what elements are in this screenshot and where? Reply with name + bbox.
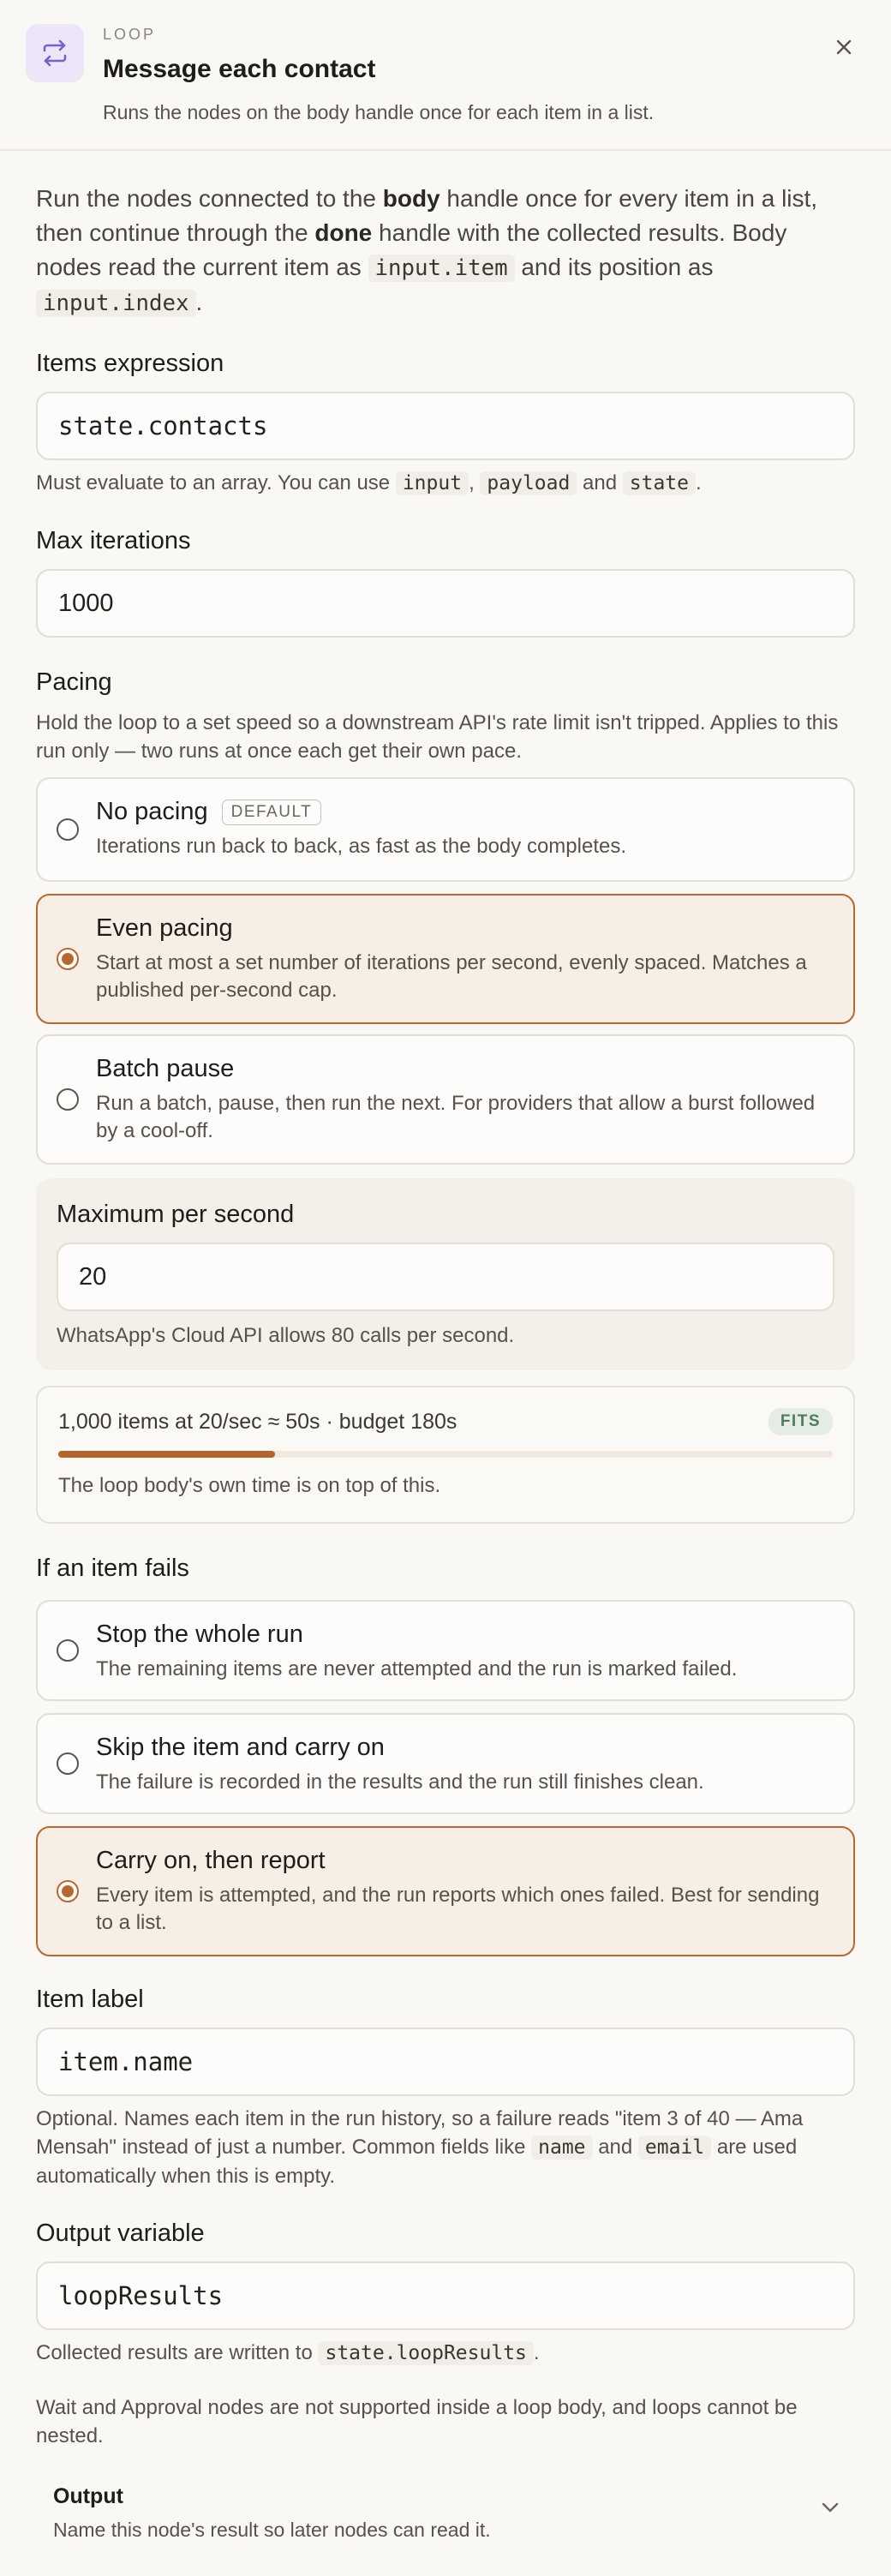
- item-label-help: Optional. Names each item in the run history, so a failure reads "item 3 of 40 — Ama Mensah" instead of just a number. Common fields like name and email are used automatically when this is empty.: [36, 2107, 804, 2188]
- panel-header: [0, 0, 891, 151]
- output-section-title: Output: [53, 2484, 123, 2508]
- item-label-input[interactable]: item.name: [36, 2028, 855, 2096]
- option-title: No pacing: [96, 798, 208, 825]
- option-title: Stop the whole run: [96, 1620, 303, 1648]
- items-expression-input[interactable]: state.contacts: [36, 392, 855, 460]
- pacing-option-batch[interactable]: [36, 1034, 855, 1165]
- option-title: Even pacing: [96, 914, 233, 942]
- option-description: Run a batch, pause, then run the next. For providers that allow a burst followed by a cool-off.: [96, 1092, 816, 1142]
- output-variable-label: Output variable: [36, 2220, 205, 2247]
- output-section-toggle[interactable]: [36, 2471, 855, 2556]
- max-iterations-label: Max iterations: [36, 527, 191, 554]
- max-per-second-input[interactable]: 20: [57, 1243, 834, 1311]
- radio-button[interactable]: [57, 948, 79, 970]
- estimate-note: The loop body's own time is on top of this.: [58, 1474, 441, 1497]
- intro-description: Run the nodes connected to the body handle once for every item in a list, then continue through the done handle with the collected results. Body nodes read the current item as input.item and its position as input.index .: [36, 185, 818, 316]
- loop-restrictions-note: Wait and Approval nodes are not supported inside a loop body, and loops cannot be nested.: [36, 2396, 798, 2447]
- node-title: Message each contact: [103, 55, 376, 83]
- close-icon[interactable]: [834, 38, 853, 57]
- pacing-estimate-card: [36, 1386, 855, 1524]
- max-per-second-panel: [36, 1178, 855, 1370]
- on-failure-label: If an item fails: [36, 1555, 189, 1582]
- failure-option-stop[interactable]: [36, 1600, 855, 1701]
- pacing-option-none[interactable]: [36, 777, 855, 882]
- failure-option-report[interactable]: [36, 1826, 855, 1956]
- budget-progress-fill: [58, 1451, 275, 1458]
- output-variable-input[interactable]: loopResults: [36, 2261, 855, 2330]
- budget-progress-bar: [58, 1451, 833, 1458]
- radio-button[interactable]: [57, 1639, 79, 1662]
- default-badge: DEFAULT: [222, 800, 322, 825]
- close-button[interactable]: [829, 33, 858, 62]
- output-variable-help: Collected results are written to state.loopResults .: [36, 2341, 540, 2364]
- pacing-option-even[interactable]: [36, 894, 855, 1024]
- pacing-help: Hold the loop to a set speed so a downstream API's rate limit isn't tripped. Applies to this run only — two runs at once each get their own pace.: [36, 711, 839, 763]
- option-title: Carry on, then report: [96, 1847, 326, 1874]
- items-expression-label: Items expression: [36, 350, 224, 377]
- option-description: Every item is attempted, and the run reports which ones failed. Best for sending to a list.: [96, 1884, 820, 1934]
- failure-option-skip[interactable]: [36, 1713, 855, 1814]
- radio-button[interactable]: [57, 818, 79, 841]
- node-type-label: LOOP: [103, 26, 157, 43]
- pacing-label: Pacing: [36, 668, 112, 696]
- loop-arrows-icon: [26, 24, 84, 82]
- option-description: Start at most a set number of iterations per second, evenly spaced. Matches a published per-second cap.: [96, 951, 807, 1002]
- option-title: Batch pause: [96, 1055, 235, 1082]
- item-label-label: Item label: [36, 1986, 144, 2013]
- estimate-text: 1,000 items at 20/sec ≈ 50s · budget 180s: [58, 1409, 457, 1434]
- max-iterations-input[interactable]: 1000: [36, 569, 855, 638]
- option-description: Iterations run back to back, as fast as the body completes.: [96, 835, 626, 858]
- output-section-subtitle: Name this node's result so later nodes can read it.: [53, 2519, 491, 2541]
- radio-button[interactable]: [57, 1752, 79, 1775]
- items-expression-help: Must evaluate to an array. You can use input , payload and state .: [36, 471, 702, 494]
- option-description: The remaining items are never attempted and the run is marked failed.: [96, 1657, 738, 1680]
- chevron-down-icon[interactable]: [821, 2501, 840, 2513]
- option-description: The failure is recorded in the results and the run still finishes clean.: [96, 1770, 704, 1794]
- radio-button[interactable]: [57, 1088, 79, 1111]
- max-per-second-label: Maximum per second: [57, 1201, 295, 1228]
- status-badge: FITS: [768, 1408, 833, 1435]
- radio-button[interactable]: [57, 1880, 79, 1902]
- option-title: Skip the item and carry on: [96, 1734, 385, 1761]
- max-per-second-help: WhatsApp's Cloud API allows 80 calls per second.: [57, 1324, 515, 1347]
- node-subtitle: Runs the nodes on the body handle once for each item in a list.: [103, 101, 655, 123]
